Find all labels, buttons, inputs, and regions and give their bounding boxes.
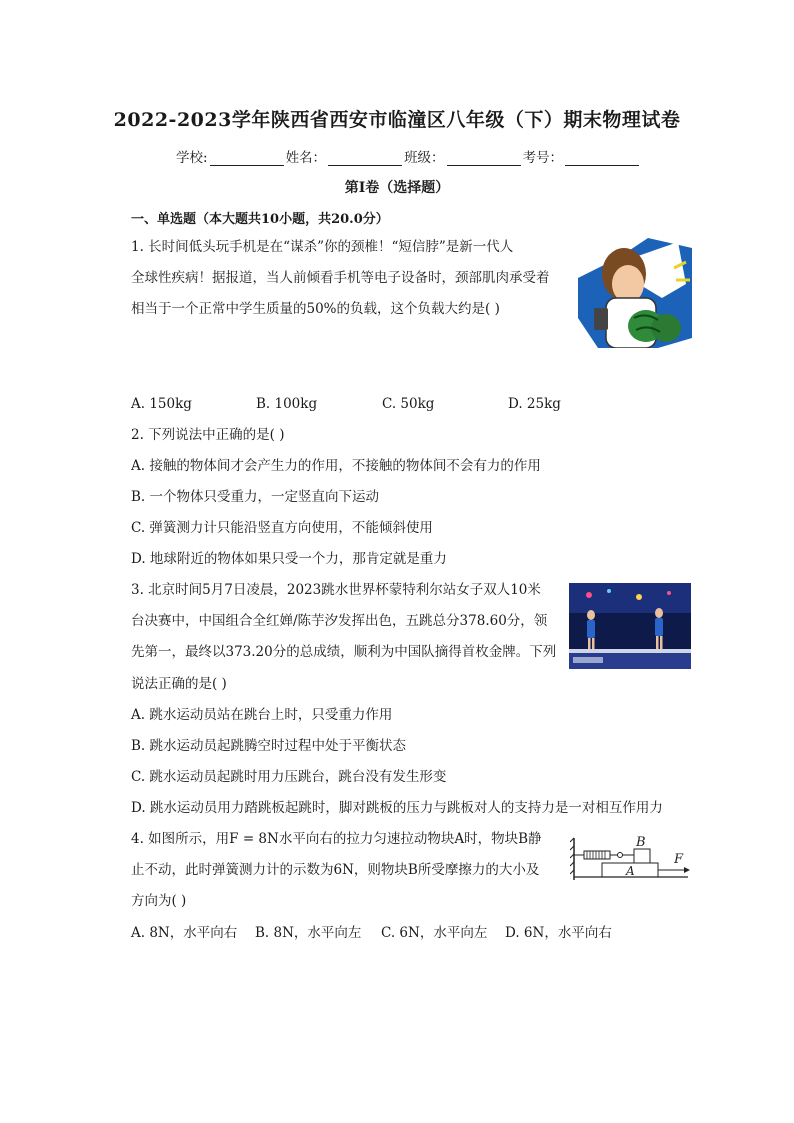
- exam-no-blank[interactable]: [565, 151, 639, 166]
- q3-option-b[interactable]: B. 跳水运动员起跳腾空时过程中处于平衡状态: [131, 738, 407, 754]
- q1-option-a[interactable]: A. 150kg: [131, 396, 192, 412]
- q2-option-a[interactable]: A. 接触的物体间才会产生力的作用，不接触的物体间不会有力的作用: [131, 458, 541, 474]
- diving-photo: [569, 583, 691, 669]
- q3-line-2: 台决赛中，中国组合全红婵/陈芋汐发挥出色，五跳总分378.60分，领: [131, 613, 548, 629]
- exam-title: 2022-2023学年陕西省西安市临潼区八年级（下）期末物理试卷: [113, 109, 681, 131]
- q3-option-d[interactable]: D. 跳水运动员用力踏跳板起跳时，脚对跳板的压力与跳板对人的支持力是一对相互作用力: [131, 800, 663, 816]
- q4-option-a[interactable]: A. 8N，水平向右: [131, 925, 238, 941]
- phone-neck-illustration: [578, 238, 692, 348]
- block-b: [634, 849, 650, 863]
- q2-stem: 2. 下列说法中正确的是( ): [131, 427, 285, 443]
- school-label: 学校:: [176, 150, 208, 166]
- class-label: 班级：: [404, 150, 445, 166]
- q1-line-2: 全球性疾病！据报道，当人前倾看手机等电子设备时，颈部肌肉承受着: [131, 270, 550, 286]
- q2-option-b[interactable]: B. 一个物体只受重力，一定竖直向下运动: [131, 489, 380, 505]
- school-blank[interactable]: [210, 151, 284, 166]
- part-one-heading: 一、单选题（本大题共10小题，共20.0分）: [131, 212, 389, 227]
- class-blank[interactable]: [447, 151, 521, 166]
- q3-line-1: 3. 北京时间5月7日凌晨，2023跳水世界杯蒙特利尔站女子双人10米: [131, 582, 541, 598]
- q1-option-b[interactable]: B. 100kg: [256, 396, 318, 412]
- name-blank[interactable]: [328, 151, 402, 166]
- section-title: 第I卷（选择题）: [344, 180, 450, 196]
- q3-option-c[interactable]: C. 跳水运动员起跳时用力压跳台，跳台没有发生形变: [131, 769, 447, 785]
- q3-line-3: 先第一，最终以373.20分的总成绩，顺利为中国队摘得首枚金牌。下列: [131, 644, 557, 660]
- q4-line-3: 方向为( ): [131, 893, 187, 909]
- q4-line-2: 止不动，此时弹簧测力计的示数为6N，则物块B所受摩擦力的大小及: [131, 862, 540, 878]
- block-a-label: A: [626, 864, 635, 878]
- q1-line-3: 相当于一个正常中学生质量的50%的负载，这个负载大约是( ): [131, 301, 500, 317]
- q3-option-a[interactable]: A. 跳水运动员站在跳台上时，只受重力作用: [131, 707, 393, 723]
- q4-line-1: 4. 如图所示，用F = 8N水平向右的拉力匀速拉动物块A时，物块B静: [131, 831, 542, 847]
- q2-option-d[interactable]: D. 地球附近的物体如果只受一个力，那肯定就是重力: [131, 551, 447, 567]
- q4-option-b[interactable]: B. 8N，水平向左: [255, 925, 362, 941]
- q1-option-d[interactable]: D. 25kg: [508, 396, 561, 412]
- exam-no-label: 考号：: [522, 150, 564, 166]
- q4-option-c[interactable]: C. 6N，水平向左: [381, 925, 488, 941]
- q4-option-d[interactable]: D. 6N，水平向右: [505, 925, 612, 941]
- student-info-row: [176, 146, 641, 166]
- force-label: F: [674, 852, 684, 867]
- name-label: 姓名：: [285, 150, 327, 166]
- spring-scale-block-diagram: [570, 834, 692, 886]
- q1-line-1: 1. 长时间低头玩手机是在“谋杀”你的颈椎！“短信脖”是新一代人: [131, 239, 514, 255]
- q3-line-4: 说法正确的是( ): [131, 676, 227, 692]
- spring-scale: [584, 851, 610, 859]
- block-b-label: B: [636, 835, 646, 850]
- q2-option-c[interactable]: C. 弹簧测力计只能沿竖直方向使用，不能倾斜使用: [131, 520, 433, 536]
- q1-option-c[interactable]: C. 50kg: [382, 396, 435, 412]
